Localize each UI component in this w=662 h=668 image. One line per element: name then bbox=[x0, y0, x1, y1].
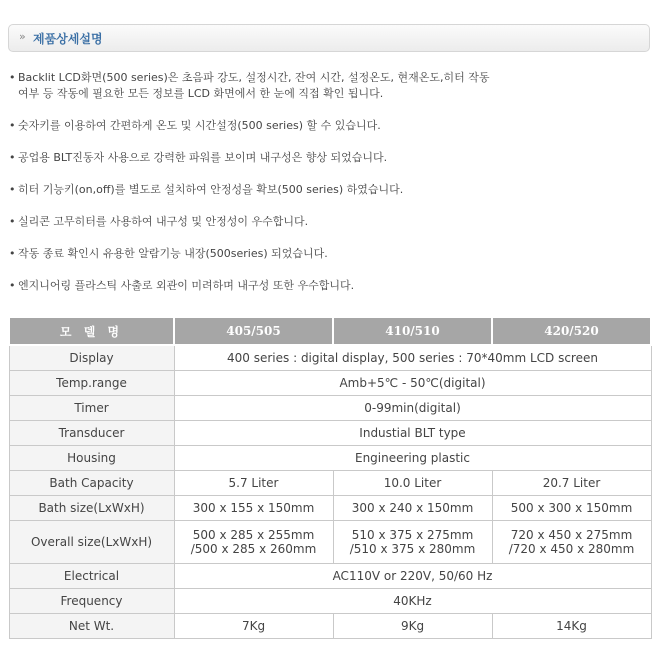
row-label: Transducer bbox=[9, 421, 174, 446]
feature-text: 실리콘 고무히터를 사용하여 내구성 및 안정성이 우수합니다. bbox=[18, 215, 309, 228]
feature-text: Backlit LCD화면(500 series)은 초음파 강도, 설정시간, 잔여 시간, 설정온도, 현재온도,히터 작동 여부 등 작동에 필요한 모든 정보를 LCD 화면에서 한 눈에 직접 확인 됩니다. bbox=[18, 71, 490, 100]
bullet-icon: • bbox=[9, 119, 16, 132]
cell-value: 10.0 Liter bbox=[333, 471, 492, 496]
feature-text: 히터 기능키(on,off)를 별도로 설치하여 안정성을 확보(500 series) 하였습니다. bbox=[18, 183, 404, 196]
spec-row-housing bbox=[9, 446, 651, 471]
section-header bbox=[8, 24, 650, 52]
spec-header-row bbox=[9, 317, 651, 345]
bullet-icon: • bbox=[9, 71, 16, 84]
row-label: Housing bbox=[9, 446, 174, 471]
row-label: Bath size(LxWxH) bbox=[9, 496, 174, 521]
feature-item bbox=[8, 70, 648, 102]
spec-row-overall-size bbox=[9, 521, 651, 564]
cell-line: /720 x 450 x 280mm bbox=[508, 542, 635, 556]
feature-item bbox=[8, 182, 648, 198]
row-value: 40KHz bbox=[174, 589, 651, 614]
spec-row-net-weight bbox=[9, 614, 651, 639]
row-label: Temp.range bbox=[9, 371, 174, 396]
cell-value: 7Kg bbox=[174, 614, 333, 639]
row-label: Bath Capacity bbox=[9, 471, 174, 496]
spec-row-frequency bbox=[9, 589, 651, 614]
spec-row-timer bbox=[9, 396, 651, 421]
cell-line: 500 x 285 x 255mm bbox=[192, 528, 315, 542]
section-title: 제품상세설명 bbox=[33, 32, 103, 46]
row-label: Frequency bbox=[9, 589, 174, 614]
row-value: Amb+5℃ - 50℃(digital) bbox=[174, 371, 651, 396]
chevron-right-icon: » bbox=[19, 30, 26, 43]
spec-row-display bbox=[9, 345, 651, 371]
feature-text: 엔지니어링 플라스틱 사출로 외관이 미려하며 내구성 또한 우수합니다. bbox=[18, 279, 355, 292]
bullet-icon: • bbox=[9, 247, 16, 260]
cell-value: 20.7 Liter bbox=[492, 471, 651, 496]
feature-item bbox=[8, 118, 648, 134]
cell-line: /500 x 285 x 260mm bbox=[190, 542, 317, 556]
feature-text: 공업용 BLT진동자 사용으로 강력한 파워를 보이며 내구성은 향상 되었습니다. bbox=[18, 151, 388, 164]
spec-row-temp-range bbox=[9, 371, 651, 396]
cell-value: 300 x 240 x 150mm bbox=[333, 496, 492, 521]
bullet-icon: • bbox=[9, 151, 16, 164]
feature-item bbox=[8, 246, 648, 262]
row-label: Timer bbox=[9, 396, 174, 421]
cell-line: 720 x 450 x 275mm bbox=[510, 528, 633, 542]
feature-text: 작동 종료 확인시 유용한 알람기능 내장(500series) 되었습니다. bbox=[18, 247, 328, 260]
spec-row-transducer bbox=[9, 421, 651, 446]
row-value: AC110V or 220V, 50/60 Hz bbox=[174, 564, 651, 589]
feature-list bbox=[8, 70, 648, 310]
feature-text: 숫자키를 이용하여 간편하게 온도 및 시간설정(500 series) 할 수 있습니다. bbox=[18, 119, 381, 132]
row-value: 400 series : digital display, 500 series : 70*40mm LCD screen bbox=[174, 345, 651, 371]
cell-value: 9Kg bbox=[333, 614, 492, 639]
spec-table bbox=[8, 316, 652, 639]
model-405-505-header: 405/505 bbox=[174, 317, 333, 345]
row-value: Industial BLT type bbox=[174, 421, 651, 446]
bullet-icon: • bbox=[9, 279, 16, 292]
row-value: 0-99min(digital) bbox=[174, 396, 651, 421]
model-header: 모 델 명 bbox=[9, 317, 174, 345]
cell-value bbox=[174, 521, 333, 564]
feature-item bbox=[8, 150, 648, 166]
model-410-510-header: 410/510 bbox=[333, 317, 492, 345]
bullet-icon: • bbox=[9, 215, 16, 228]
cell-value: 300 x 155 x 150mm bbox=[174, 496, 333, 521]
spec-row-bath-size bbox=[9, 496, 651, 521]
cell-value: 5.7 Liter bbox=[174, 471, 333, 496]
feature-item bbox=[8, 278, 648, 294]
row-label: Net Wt. bbox=[9, 614, 174, 639]
feature-item bbox=[8, 214, 648, 230]
model-420-520-header: 420/520 bbox=[492, 317, 651, 345]
row-label: Electrical bbox=[9, 564, 174, 589]
spec-row-bath-capacity bbox=[9, 471, 651, 496]
row-label: Display bbox=[9, 345, 174, 371]
cell-line: 510 x 375 x 275mm bbox=[351, 528, 474, 542]
cell-value bbox=[333, 521, 492, 564]
spec-row-electrical bbox=[9, 564, 651, 589]
cell-line: /510 x 375 x 280mm bbox=[349, 542, 476, 556]
cell-value: 500 x 300 x 150mm bbox=[492, 496, 651, 521]
cell-value bbox=[492, 521, 651, 564]
row-value: Engineering plastic bbox=[174, 446, 651, 471]
row-label: Overall size(LxWxH) bbox=[9, 521, 174, 564]
cell-value: 14Kg bbox=[492, 614, 651, 639]
bullet-icon: • bbox=[9, 183, 16, 196]
